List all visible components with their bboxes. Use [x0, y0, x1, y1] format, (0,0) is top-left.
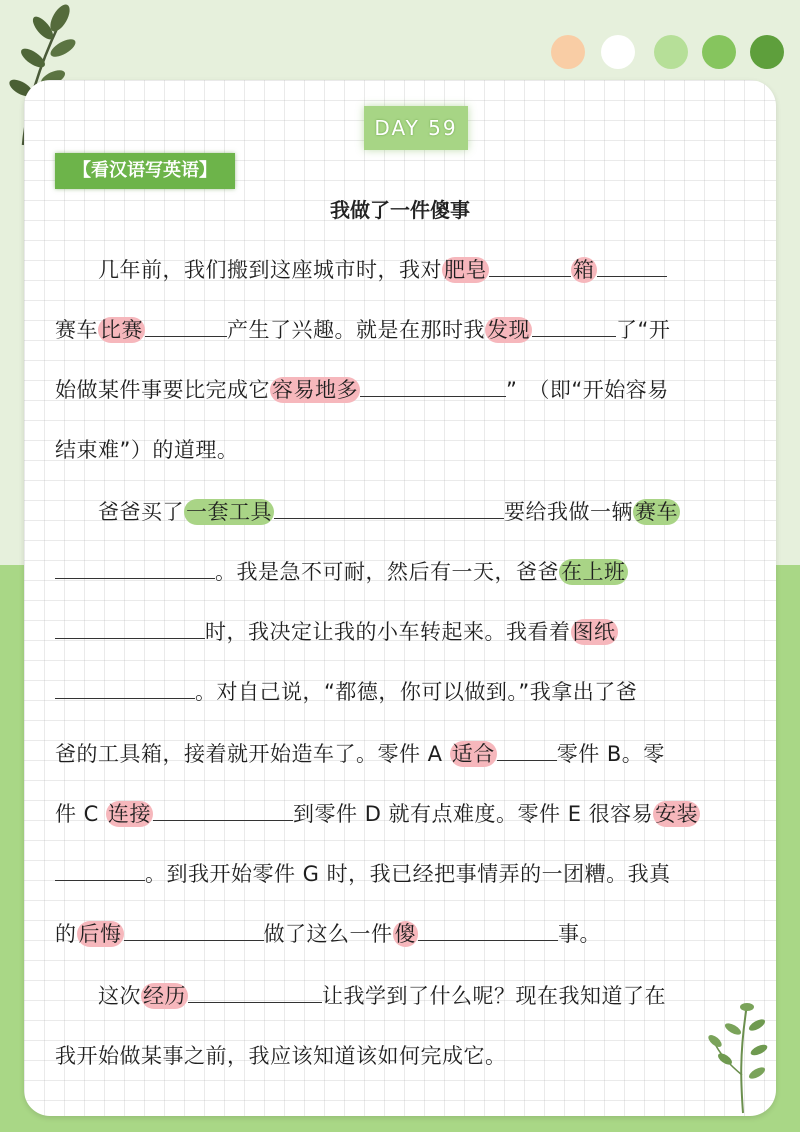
- text-segment: 爸爸买了: [55, 500, 184, 524]
- highlighted-phrase: 适合: [451, 742, 495, 766]
- text-line: [55, 674, 755, 710]
- highlighted-phrase: 比赛: [100, 318, 143, 342]
- highlighted-phrase: 傻: [394, 922, 416, 946]
- answer-blank[interactable]: [153, 796, 293, 821]
- day-label: DAY 59: [364, 106, 468, 150]
- text-segment: 。我是急不可耐，然后有一天，爸爸: [215, 560, 559, 584]
- text-segment: 事。: [558, 922, 601, 946]
- text-segment: 件 C: [55, 802, 107, 826]
- text-line: [55, 432, 755, 468]
- text-line: [55, 978, 755, 1014]
- text-line: [55, 1038, 755, 1074]
- worksheet-card: [24, 80, 776, 1116]
- section-tag: 【看汉语写英语】: [55, 153, 235, 189]
- text-segment: 零件 B。零: [556, 742, 665, 766]
- color-dot: [601, 35, 635, 69]
- answer-blank[interactable]: [55, 674, 195, 699]
- story-title: 我做了一件傻事: [330, 198, 470, 222]
- text-line: [55, 312, 755, 348]
- highlighted-phrase: 连接: [108, 802, 152, 826]
- text-line: [55, 372, 755, 408]
- text-line: [55, 736, 755, 772]
- text-segment: 。到我开始零件 G 时，我已经把事情弄的一团糟。我真: [145, 862, 671, 886]
- text-segment: 结束难”）的道理。: [55, 438, 239, 462]
- color-dot: [750, 35, 784, 69]
- text-line: [55, 614, 755, 650]
- color-dot: [702, 35, 736, 69]
- highlighted-phrase: 后悔: [78, 922, 122, 946]
- text-segment: 做了这么一件: [263, 922, 393, 946]
- text-segment: 的: [55, 922, 77, 946]
- answer-blank[interactable]: [145, 312, 227, 337]
- highlighted-phrase: 一套工具: [186, 500, 272, 524]
- highlighted-phrase: 安装: [655, 802, 699, 826]
- highlighted-phrase: 箱: [573, 258, 595, 282]
- answer-blank[interactable]: [55, 614, 205, 639]
- text-segment: 赛车: [55, 318, 98, 342]
- plant-sprig-bottom-right: [695, 995, 785, 1115]
- text-segment: 时，我决定让我的小车转起来。我看着: [205, 620, 571, 644]
- answer-blank[interactable]: [497, 736, 557, 761]
- highlighted-phrase: 图纸: [572, 620, 616, 644]
- text-segment: 让我学到了什么呢？现在我知道了在: [322, 984, 666, 1008]
- answer-blank[interactable]: [597, 252, 667, 277]
- text-segment: 了“开: [616, 318, 671, 342]
- highlighted-phrase: 赛车: [635, 500, 678, 524]
- text-segment: 产生了兴趣。就是在那时我: [227, 318, 485, 342]
- color-dot: [654, 35, 688, 69]
- text-line: [55, 796, 755, 832]
- answer-blank[interactable]: [55, 856, 145, 881]
- highlighted-phrase: 发现: [487, 318, 530, 342]
- text-segment: 这次: [55, 984, 141, 1008]
- text-line: [55, 856, 755, 892]
- text-segment: ” （即“开始容易: [506, 378, 669, 402]
- text-segment: 。对自己说，“都德，你可以做到。”我拿出了爸: [195, 680, 638, 704]
- highlighted-phrase: 在上班: [561, 560, 626, 584]
- answer-blank[interactable]: [532, 312, 616, 337]
- text-segment: 要给我做一辆: [504, 500, 633, 524]
- text-line: [55, 554, 755, 590]
- color-dots: [551, 35, 791, 71]
- text-line: [55, 252, 755, 288]
- highlighted-phrase: 经历: [143, 984, 186, 1008]
- text-segment: 几年前，我们搬到这座城市时，我对: [55, 258, 442, 282]
- answer-blank[interactable]: [124, 916, 264, 941]
- text-line: [55, 494, 755, 530]
- answer-blank[interactable]: [55, 554, 215, 579]
- highlighted-phrase: 肥皂: [444, 258, 487, 282]
- answer-blank[interactable]: [274, 494, 504, 519]
- text-segment: 到零件 D 就有点难度。零件 E 很容易: [293, 802, 654, 826]
- answer-blank[interactable]: [360, 372, 506, 397]
- highlighted-phrase: 容易地多: [272, 378, 358, 402]
- answer-blank[interactable]: [418, 916, 558, 941]
- answer-blank[interactable]: [489, 252, 571, 277]
- text-segment: 爸的工具箱，接着就开始造车了。零件 A: [55, 742, 450, 766]
- text-line: [55, 916, 755, 952]
- text-segment: 我开始做某事之前，我应该知道该如何完成它。: [55, 1044, 507, 1068]
- color-dot: [551, 35, 585, 69]
- answer-blank[interactable]: [188, 978, 322, 1003]
- text-segment: 始做某件事要比完成它: [55, 378, 270, 402]
